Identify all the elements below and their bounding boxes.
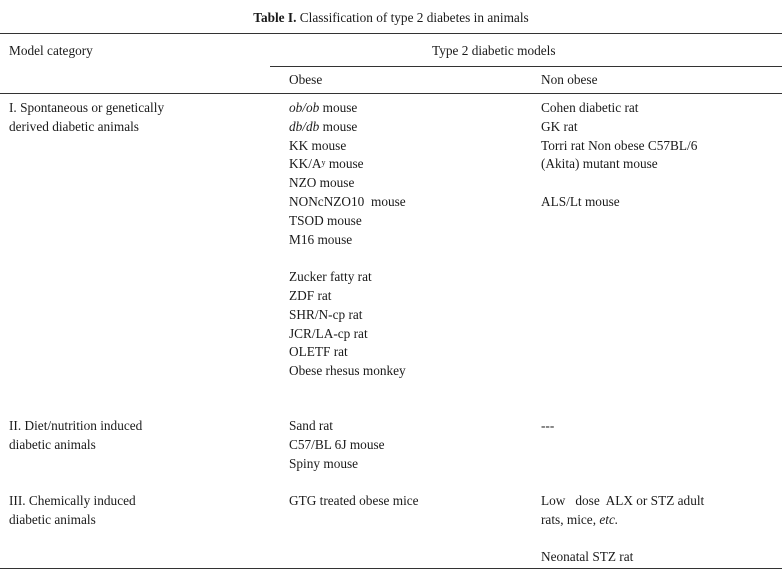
strain-italic: ob/ob	[289, 100, 320, 115]
top-rule	[0, 33, 782, 34]
header-obese: Obese	[289, 72, 323, 87]
list-item: Low dose ALX or STZ adult	[541, 493, 705, 508]
header-type2-models: Type 2 diabetic models	[432, 43, 556, 58]
category-line: diabetic animals	[9, 511, 96, 527]
list-item: GTG treated obese mice	[289, 493, 419, 508]
row1-nonobese-list	[541, 99, 697, 212]
list-item: GK rat	[541, 118, 578, 134]
row2-obese-list	[289, 417, 385, 473]
table-label: Table I.	[253, 10, 297, 25]
list-item: Zucker fatty rat	[289, 269, 372, 285]
row2-nonobese-list	[541, 417, 554, 436]
list-item: rats, mice, etc.	[541, 511, 619, 527]
category-line: I. Spontaneous or genetically	[9, 100, 165, 115]
list-item: Obese rhesus monkey	[289, 363, 406, 379]
list-item: Spiny mouse	[289, 455, 359, 471]
table-title	[0, 9, 782, 28]
list-item: db/db mouse	[289, 118, 358, 134]
list-item: $KK/A^y$ mouse	[289, 156, 364, 172]
list-item: ALS/Lt mouse	[541, 193, 620, 209]
category-line: II. Diet/nutrition induced	[9, 418, 143, 433]
strain-italic: db/db	[289, 118, 320, 134]
row3-obese-list	[289, 492, 419, 511]
list-item: Sand rat	[289, 418, 333, 433]
bottom-rule	[0, 568, 782, 569]
list-item: Neonatal STZ rat	[541, 549, 634, 565]
category-line: diabetic animals	[9, 436, 96, 452]
list-item: M16 mouse	[289, 231, 353, 247]
spacer	[541, 530, 704, 549]
row1-category	[9, 99, 164, 137]
row2-category	[9, 417, 142, 455]
header-non-obese: Non obese	[541, 72, 598, 87]
list-item: Torri rat Non obese C57BL/6	[541, 137, 698, 153]
list-item: ZDF rat	[289, 287, 332, 303]
list-item: JCR/LA-cp rat	[289, 325, 368, 341]
spacer	[541, 174, 697, 193]
row3-category	[9, 492, 136, 530]
list-item: NZO mouse	[289, 175, 355, 191]
row1-obese-list	[289, 99, 406, 381]
row3-nonobese-list	[541, 492, 704, 567]
list-item: SHR/N-cp rat	[289, 306, 363, 322]
list-item: (Akita) mutant mouse	[541, 156, 658, 172]
list-item: KK mouse	[289, 137, 347, 153]
table-caption: Classification of type 2 diabetes in animals	[299, 10, 529, 25]
category-line: derived diabetic animals	[9, 118, 139, 134]
header-model-category: Model category	[9, 43, 93, 58]
spacer	[289, 249, 406, 268]
header-rule	[0, 93, 782, 94]
list-item: ob/ob mouse	[289, 100, 358, 115]
list-item: C57/BL 6J mouse	[289, 436, 385, 452]
group-rule	[270, 66, 782, 67]
category-line: III. Chemically induced	[9, 493, 136, 508]
list-item: ---	[541, 418, 555, 433]
list-item: TSOD mouse	[289, 212, 362, 228]
list-item: OLETF rat	[289, 344, 348, 360]
list-item: Cohen diabetic rat	[541, 100, 639, 115]
list-item: NONcNZO10 mouse	[289, 193, 406, 209]
